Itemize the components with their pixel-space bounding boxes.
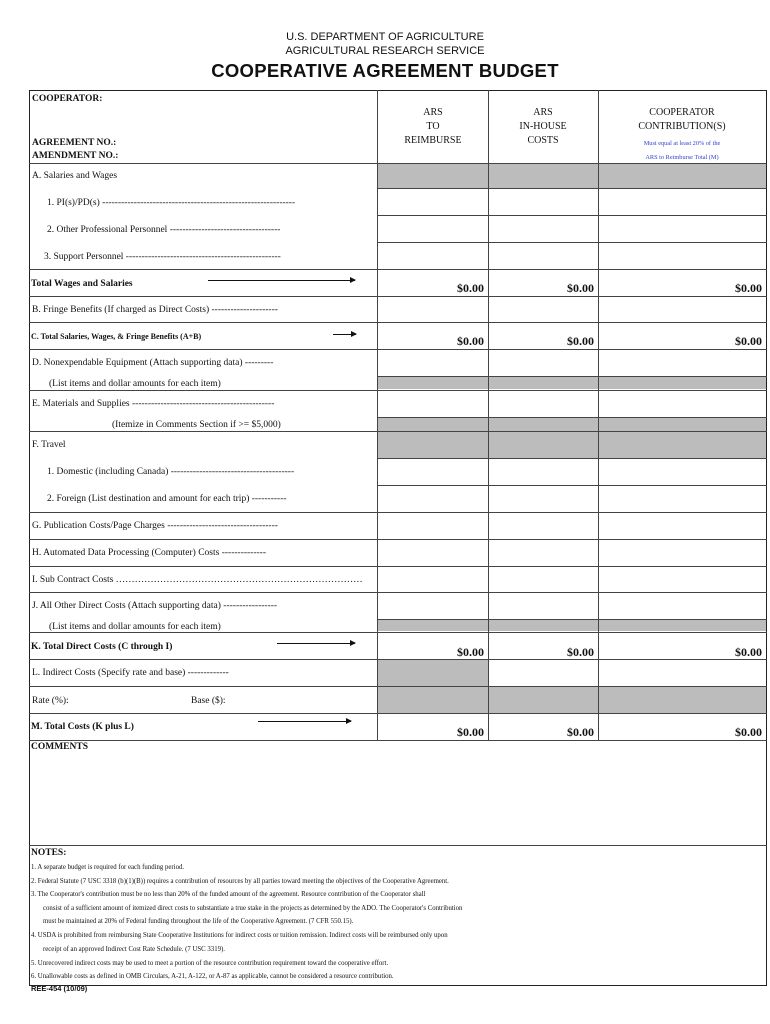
- row-a1-label: 1. PI(s)/PD(s) -------------------------------------------------------------: [47, 198, 296, 208]
- row-d-sub-label: (List items and dollar amounts for each item): [49, 379, 221, 389]
- agreement-no-label: AGREEMENT NO.:: [32, 138, 117, 148]
- row-a3-label: 3. Support Personnel -------------------------------------------------: [44, 252, 281, 262]
- row-m-label: M. Total Costs (K plus L): [31, 722, 134, 732]
- row-d-label: D. Nonexpendable Equipment (Attach supporting data) ---------: [32, 358, 274, 368]
- rate-label: Rate (%):: [32, 696, 69, 706]
- note-4: 4. USDA is prohibited from reimbursing State Cooperative Institutions for indirect costs or tuition remission. Indirect costs will be reimbursed only upon: [31, 932, 448, 939]
- col-cooperator-note-2: ARS to Reimburse Total (M): [645, 154, 719, 161]
- c-ars-reimburse[interactable]: $0.00: [457, 334, 484, 348]
- note-3-cont: consist of a sufficient amount of itemized direct costs to substantiate a true stake in the projects as determined by the ADO. The Cooperator's Contribution: [43, 905, 463, 912]
- row-l-label: L. Indirect Costs (Specify rate and base) -------------: [32, 668, 229, 678]
- arrow-icon: [258, 721, 351, 722]
- row-e-label: E. Materials and Supplies ---------------------------------------------: [32, 399, 275, 409]
- m-cooperator[interactable]: $0.00: [735, 725, 762, 739]
- note-6: 6. Unallowable costs as defined in OMB Circulars, A-21, A-122, or A-87 as applicable, cannot be considered a resource contribution.: [31, 973, 394, 980]
- col-cooperator-header: COOPERATOR CONTRIBUTION(S): [638, 107, 726, 132]
- c-ars-inhouse[interactable]: $0.00: [567, 334, 594, 348]
- shaded-row-l: [378, 659, 488, 686]
- arrow-icon: [208, 280, 355, 281]
- wages-cooperator[interactable]: $0.00: [735, 281, 762, 295]
- note-1: 1. A separate budget is required for each funding period.: [31, 864, 185, 871]
- form-title: COOPERATIVE AGREEMENT BUDGET: [211, 60, 559, 81]
- amendment-no-label: AMENDMENT NO.:: [32, 151, 119, 161]
- row-b-label: B. Fringe Benefits (If charged as Direct Costs) ---------------------: [32, 305, 278, 315]
- shaded-row-a: [378, 163, 766, 188]
- k-cooperator[interactable]: $0.00: [735, 645, 762, 659]
- row-g-label: G. Publication Costs/Page Charges -----------------------------------: [32, 521, 278, 531]
- service-name: AGRICULTURAL RESEARCH SERVICE: [285, 45, 485, 57]
- row-f1-label: 1. Domestic (including Canada) ---------------------------------------: [47, 467, 295, 477]
- department-name: U.S. DEPARTMENT OF AGRICULTURE: [286, 31, 484, 43]
- row-f-label: F. Travel: [32, 440, 66, 450]
- row-a-label: A. Salaries and Wages: [32, 171, 118, 181]
- row-j-sub-label: (List items and dollar amounts for each item): [49, 622, 221, 632]
- notes-heading: NOTES:: [31, 848, 67, 858]
- cooperator-label: COOPERATOR:: [32, 94, 103, 104]
- arrow-icon: [277, 643, 355, 644]
- row-f2-label: 2. Foreign (List destination and amount for each trip) -----------: [47, 494, 287, 504]
- shaded-row-d-sub: [378, 376, 766, 389]
- wages-ars-inhouse[interactable]: $0.00: [567, 281, 594, 295]
- note-3: 3. The Cooperator's contribution must be no less than 20% of the funded amount of the agreement. Resource contribution of the Cooperator shall: [31, 891, 426, 898]
- col-ars-inhouse-header: ARS IN-HOUSE COSTS: [519, 107, 567, 146]
- shaded-row-rate: [378, 686, 766, 713]
- note-2: 2. Federal Statute (7 USC 3318 (b)(1)(B)) requires a contribution of resources by all parties toward meeting the objectives of the Cooperative Agreement.: [31, 878, 449, 885]
- row-j-label: J. All Other Direct Costs (Attach supporting data) -----------------: [32, 601, 278, 611]
- row-e-sub-label: (Itemize in Comments Section if >= $5,000): [112, 420, 281, 430]
- note-5: 5. Unrecovered indirect costs may be used to meet a portion of the resource contribution requirement toward the cooperative effort.: [31, 960, 389, 967]
- arrow-icon: [333, 334, 356, 335]
- shaded-row-e-sub: [378, 417, 766, 431]
- note-3-cont2: must be maintained at 20% of Federal funding throughout the life of the Cooperative Agreement. (7 CFR 550.15).: [43, 918, 354, 925]
- c-cooperator[interactable]: $0.00: [735, 334, 762, 348]
- base-label: Base ($):: [191, 696, 226, 706]
- row-i-label: I. Sub Contract Costs ……………………………………………………………………: [32, 575, 363, 585]
- k-ars-reimburse[interactable]: $0.00: [457, 645, 484, 659]
- k-ars-inhouse[interactable]: $0.00: [567, 645, 594, 659]
- col-cooperator-note-1: Must equal at least 20% of the: [643, 140, 721, 147]
- row-total-wages-label: Total Wages and Salaries: [31, 279, 133, 289]
- row-k-label: K. Total Direct Costs (C through I): [31, 642, 173, 652]
- row-h-label: H. Automated Data Processing (Computer) Costs --------------: [32, 548, 267, 558]
- m-ars-inhouse[interactable]: $0.00: [567, 725, 594, 739]
- row-a2-label: 2. Other Professional Personnel -----------------------------------: [47, 225, 281, 235]
- form-id: REE-454 (10/09): [31, 984, 88, 993]
- shaded-row-f: [378, 431, 766, 458]
- row-c-label: C. Total Salaries, Wages, & Fringe Benefits (A+B): [31, 332, 202, 341]
- shaded-row-j-sub: [378, 619, 766, 631]
- comments-label: COMMENTS: [31, 742, 88, 752]
- col-ars-reimburse-header: ARS TO REIMBURSE: [404, 107, 462, 146]
- m-ars-reimburse[interactable]: $0.00: [457, 725, 484, 739]
- wages-ars-reimburse[interactable]: $0.00: [457, 281, 484, 295]
- note-4-cont: receipt of an approved Indirect Cost Rate Schedule. (7 USC 3319).: [43, 946, 225, 953]
